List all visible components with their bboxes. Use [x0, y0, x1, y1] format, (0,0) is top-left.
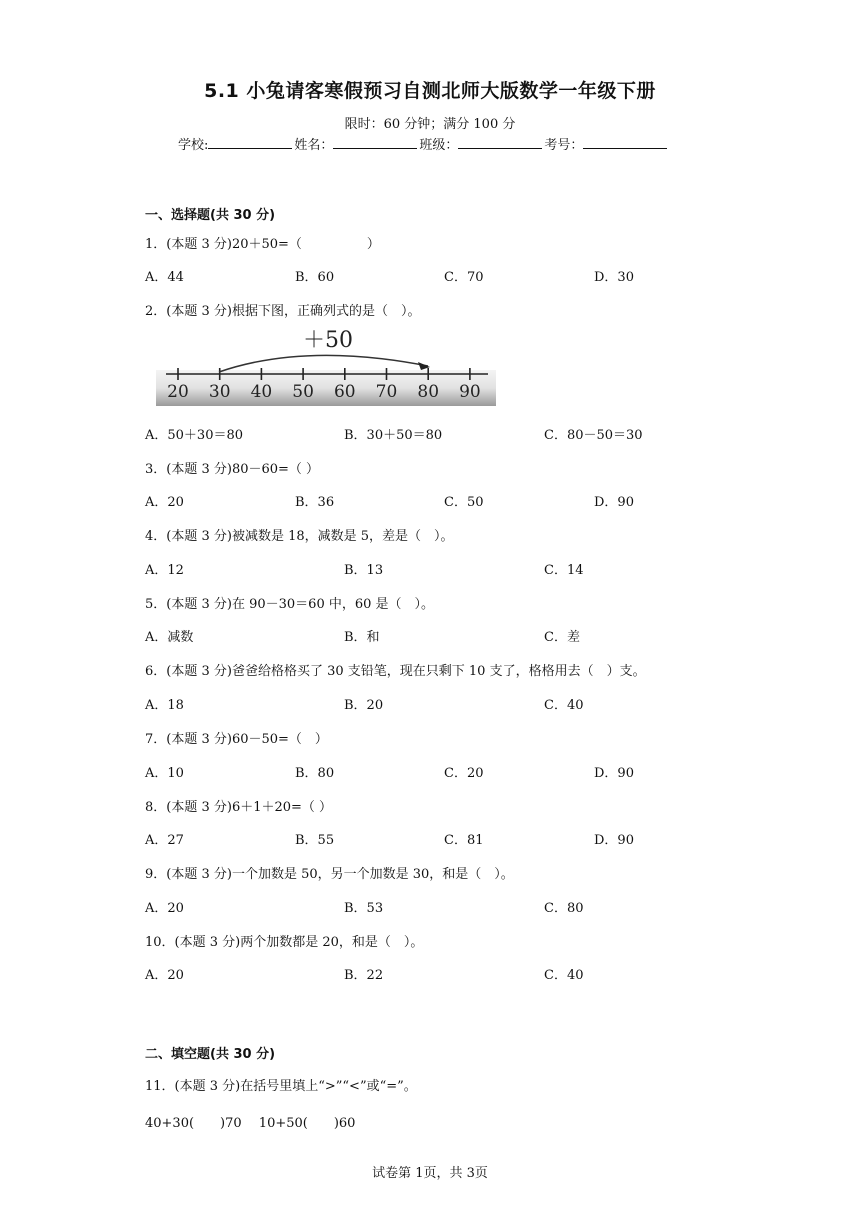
number-line-label: 20	[167, 382, 189, 402]
option: C．40	[544, 698, 584, 713]
option: A．50＋30＝80	[145, 428, 244, 443]
section-title-choice: 一、选择题(共 30 分)	[145, 208, 276, 223]
option: B．60	[295, 270, 335, 285]
question-1: 1．(本题 3 分)20＋50=（ ）	[145, 237, 380, 252]
number-line-label: 70	[375, 382, 398, 402]
option: A．44	[145, 270, 184, 285]
class-label: 班级：	[419, 138, 459, 153]
option: C．80	[544, 901, 584, 916]
option: A．10	[145, 766, 184, 781]
option: C．14	[544, 563, 584, 578]
question-3: 3．(本题 3 分)80－60=（ ）	[145, 462, 320, 477]
class-blank	[458, 134, 542, 149]
number-line-figure	[156, 326, 496, 408]
jump-arc	[219, 355, 428, 372]
option: A．18	[145, 698, 184, 713]
option: B．和	[344, 630, 380, 645]
number-line-label: 90	[459, 382, 481, 402]
option: A．20	[145, 901, 184, 916]
option: D．30	[594, 270, 634, 285]
question-11: 11．(本题 3 分)在括号里填上“>”“<”或“=”。	[145, 1079, 417, 1094]
section-title-fill: 二、填空题(共 30 分)	[145, 1047, 276, 1062]
option: A．12	[145, 563, 184, 578]
page-footer: 试卷第 1页，共 3页	[372, 1166, 488, 1181]
option: C．80－50＝30	[544, 428, 643, 443]
number-line-label: 60	[333, 382, 356, 402]
option: B．80	[295, 766, 335, 781]
number-line-label: 40	[250, 382, 273, 402]
school-blank	[208, 134, 292, 149]
school-label: 学校:	[178, 138, 209, 153]
question-2: 2．(本题 3 分)根据下图，正确列式的是（ ）。	[145, 304, 421, 319]
name-blank	[333, 134, 417, 149]
number-line-label: 80	[417, 382, 440, 402]
option: D．90	[594, 833, 634, 848]
option: A．20	[145, 495, 184, 510]
option: A．27	[145, 833, 184, 848]
option: B．13	[344, 563, 384, 578]
question-7: 7．(本题 3 分)60－50=（ ）	[145, 732, 328, 747]
option: C．40	[544, 968, 584, 983]
student-info-row	[178, 134, 669, 153]
exam-number-label: 考号：	[544, 138, 584, 153]
option: A．20	[145, 968, 184, 983]
option: C．20	[444, 766, 484, 781]
option: B．53	[344, 901, 384, 916]
option: A．减数	[145, 630, 194, 645]
number-line-label: 50	[292, 382, 314, 402]
option: C．差	[544, 630, 580, 645]
name-label: 姓名：	[294, 138, 334, 153]
question-5: 5．(本题 3 分)在 90－30＝60 中，60 是（ ）。	[145, 597, 435, 612]
exam-number-blank	[583, 134, 667, 149]
option: B．22	[344, 968, 384, 983]
option: B．20	[344, 698, 384, 713]
option: D．90	[594, 766, 634, 781]
time-limit: 限时：60 分钟；满分 100 分	[344, 117, 516, 132]
option: C．50	[444, 495, 484, 510]
option: B．36	[295, 495, 335, 510]
question-8: 8．(本题 3 分)6＋1＋20=（ ）	[145, 800, 333, 815]
fill-in-line: 40+30( )70 10+50( )60	[145, 1116, 356, 1131]
question-9: 9．(本题 3 分)一个加数是 50，另一个加数是 30，和是（ ）。	[145, 867, 514, 882]
option: C．70	[444, 270, 484, 285]
option: C．81	[444, 833, 484, 848]
question-6: 6．(本题 3 分)爸爸给格格买了 30 支铅笔，现在只剩下 10 支了，格格用去（ ）支。	[145, 664, 646, 679]
option: D．90	[594, 495, 634, 510]
exam-title: 5.1 小兔请客寒假预习自测北师大版数学一年级下册	[204, 80, 656, 102]
number-line-bar	[156, 370, 496, 406]
question-10: 10．(本题 3 分)两个加数都是 20，和是（ ）。	[145, 935, 424, 950]
option: B．55	[295, 833, 335, 848]
question-4: 4．(本题 3 分)被减数是 18，减数是 5，差是（ ）。	[145, 529, 454, 544]
number-line-label: 30	[208, 382, 231, 402]
option: B．30＋50＝80	[344, 428, 443, 443]
arrow-label: ＋50	[303, 328, 353, 353]
